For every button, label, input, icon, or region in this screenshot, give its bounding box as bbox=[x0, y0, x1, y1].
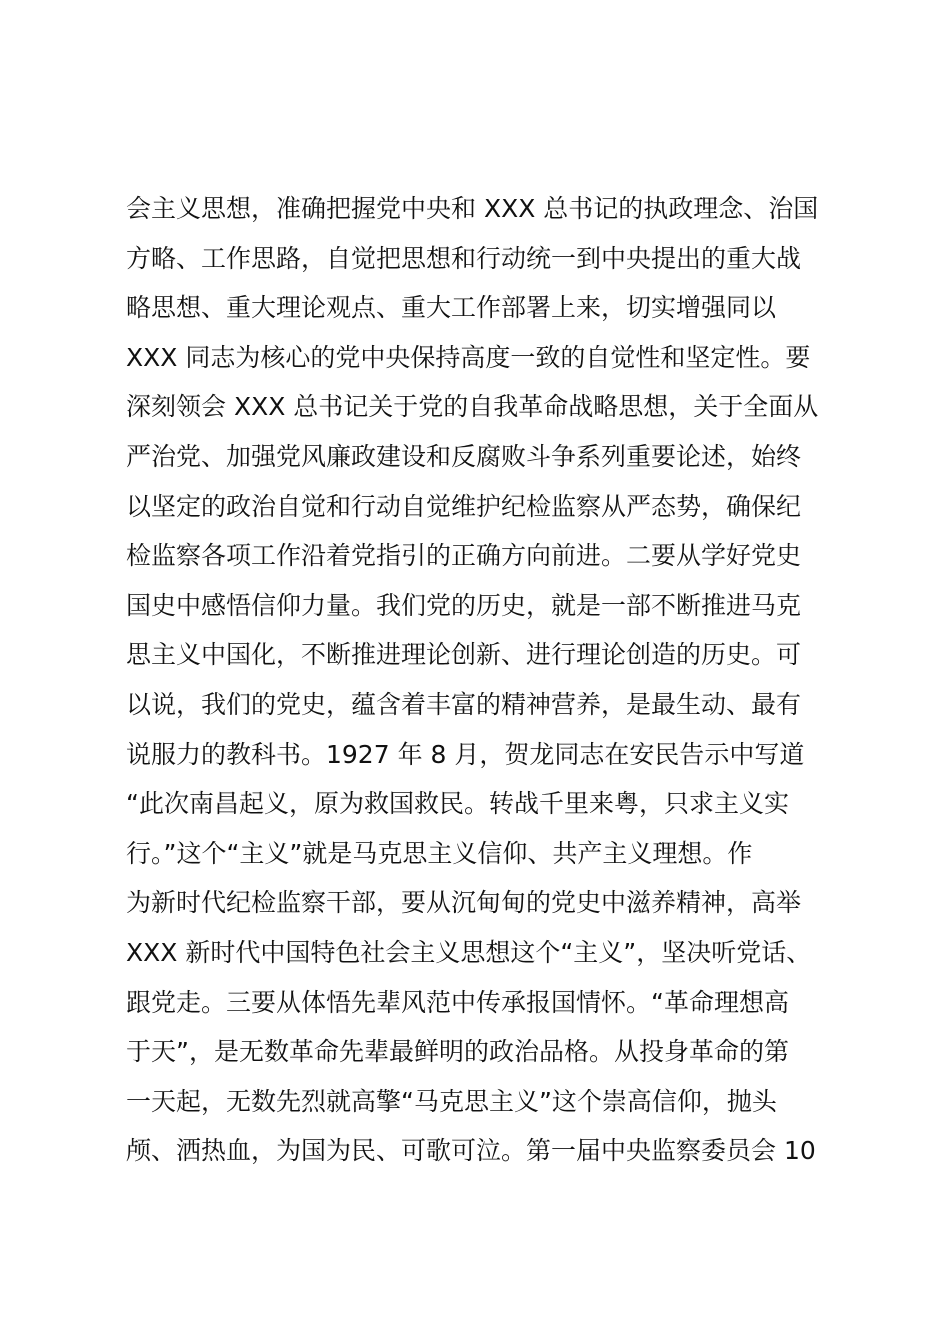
text-line: 行。”这个“主义”就是马克思主义信仰、共产主义理想。作 bbox=[126, 838, 753, 868]
text-line: 会主义思想，准确把握党中央和 XXX 总书记的执政理念、治国 bbox=[126, 194, 819, 223]
text-line: 为新时代纪检监察干部，要从沉甸甸的党史中滋养精神，高举 bbox=[126, 888, 802, 918]
text-line: 深刻领会 XXX 总书记关于党的自我革命战略思想，关于全面从 bbox=[126, 392, 819, 422]
body-paragraph bbox=[126, 184, 846, 1176]
text-line: 于天”，是无数革命先辈最鲜明的政治品格。从投身革命的第 bbox=[126, 1037, 789, 1067]
text-line: 一天起，无数先烈就高擎“马克思主义”这个崇高信仰，抛头 bbox=[126, 1086, 777, 1116]
text-line: 略思想、重大理论观点、重大工作部署上来，切实增强同以 bbox=[126, 293, 777, 323]
text-line: XXX 同志为核心的党中央保持高度一致的自觉性和坚定性。要 bbox=[126, 342, 811, 372]
text-line: 以说，我们的党史，蕴含着丰富的精神营养，是最生动、最有 bbox=[126, 689, 802, 719]
text-line: 国史中感悟信仰力量。我们党的历史，就是一部不断推进马克 bbox=[126, 590, 802, 620]
text-line: XXX 新时代中国特色社会主义思想这个“主义”，坚决听党话、 bbox=[126, 937, 812, 967]
text-line: 严治党、加强党风廉政建设和反腐败斗争系列重要论述，始终 bbox=[126, 441, 802, 471]
text-line: 颅、洒热血，为国为民、可歌可泣。第一届中央监察委员会 10 bbox=[126, 1136, 816, 1166]
text-line: 思主义中国化，不断推进理论创新、进行理论创造的历史。可 bbox=[126, 640, 802, 670]
text-line: 检监察各项工作沿着党指引的正确方向前进。二要从学好党史 bbox=[126, 541, 802, 571]
text-line: 以坚定的政治自觉和行动自觉维护纪检监察从严态势，确保纪 bbox=[126, 491, 802, 521]
text-line: 方略、工作思路，自觉把思想和行动统一到中央提出的重大战 bbox=[126, 243, 802, 273]
text-line: “此次南昌起义，原为救国救民。转战千里来粤，只求主义实 bbox=[126, 789, 789, 819]
text-line: 说服力的教科书。1927 年 8 月，贺龙同志在安民告示中写道 bbox=[126, 739, 805, 769]
text-line: 跟党走。三要从体悟先辈风范中传承报国情怀。“革命理想高 bbox=[126, 987, 789, 1017]
